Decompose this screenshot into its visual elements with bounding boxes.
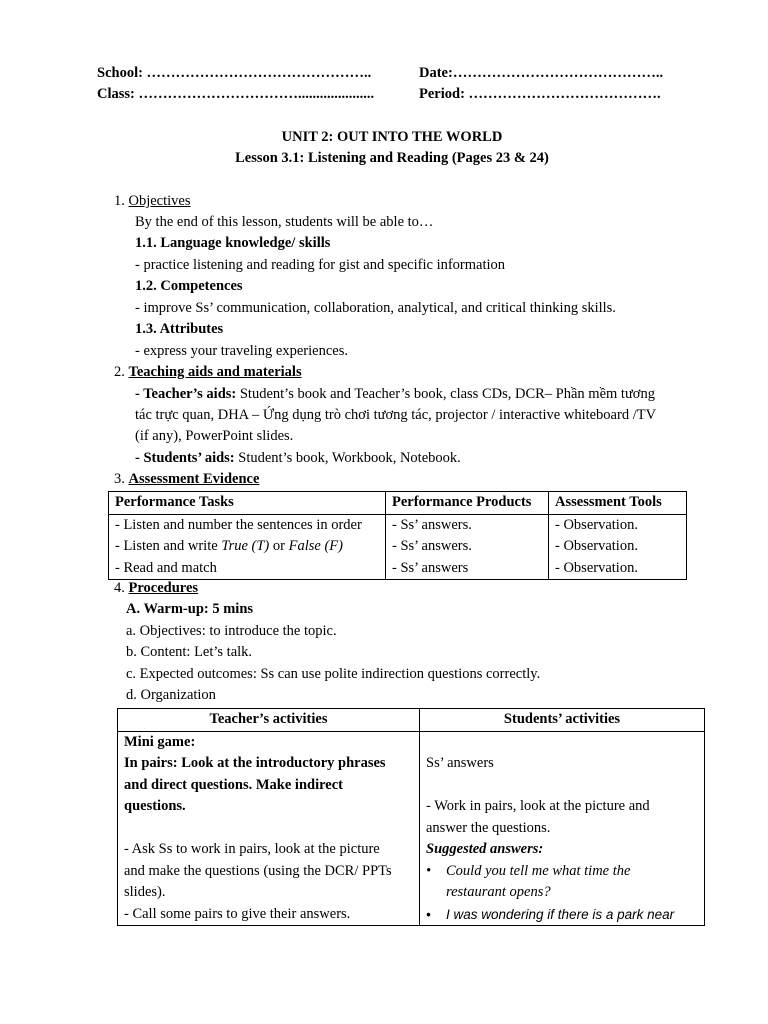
warmup-content: b. Content: Let’s talk. — [126, 644, 253, 660]
assessment-header-row — [109, 492, 687, 515]
tools-cell — [549, 514, 687, 580]
ss-answers-line: Ss’ answers — [426, 755, 494, 771]
school-label: School: — [97, 65, 143, 81]
task-item-pre: - Listen and write — [115, 538, 222, 554]
attributes-text: - express your traveling experiences. — [135, 343, 348, 359]
warmup-heading: A. Warm-up: 5 mins — [126, 601, 254, 617]
competences-heading: 1.2. Competences — [135, 278, 243, 294]
activities-table — [117, 708, 705, 926]
aids-number: 2. — [114, 364, 125, 380]
student-activities-header: Students’ activities — [420, 709, 705, 732]
tasks-cell — [109, 514, 386, 580]
activities-header-row — [118, 709, 705, 732]
period-dots: …………………………………. — [468, 86, 661, 102]
assessment-body-row — [109, 514, 687, 580]
period-label: Period: — [419, 86, 465, 102]
teacher-aids-label: - Teacher’s aids: — [135, 386, 237, 402]
class-dots: ……………………………..................... — [138, 86, 375, 102]
work-pairs-line-2: answer the questions. — [426, 819, 551, 836]
teacher-aids-line1 — [135, 384, 655, 405]
date-line — [419, 63, 663, 84]
assessment-table — [108, 491, 687, 580]
language-skills-text: - practice listening and reading for gist and specific information — [135, 257, 506, 273]
suggested-answers-label: Suggested answers: — [426, 841, 544, 857]
student-aids-line — [135, 448, 461, 469]
header-performance-products: Performance Products — [386, 492, 549, 515]
objectives-heading — [114, 191, 191, 212]
class-line — [97, 84, 374, 105]
date-label: Date: — [419, 65, 453, 81]
task-item-or: or — [269, 538, 289, 554]
date-dots: …………………………………….. — [452, 65, 664, 81]
school-dots: ……………………………………….. — [146, 65, 372, 81]
tool-item: - Observation. — [555, 516, 638, 533]
warmup-objectives: a. Objectives: to introduce the topic. — [126, 623, 337, 639]
procedures-number: 4. — [114, 580, 125, 596]
teacher-aids-line3: (if any), PowerPoint slides. — [135, 428, 294, 444]
header-assessment-tools: Assessment Tools — [549, 492, 687, 515]
teacher-aids-text1: Student’s book and Teacher’s book, class CDs, DCR– Phần mềm tương — [236, 386, 655, 402]
objectives-title: Objectives — [128, 193, 191, 209]
task-item: - Listen and number the sentences in order — [115, 516, 362, 533]
header-performance-tasks: Performance Tasks — [109, 492, 386, 515]
lesson-title: Lesson 3.1: Listening and Reading (Pages 23 & 24) — [235, 150, 549, 166]
task-item-false: False (F) — [288, 538, 343, 554]
procedures-title: Procedures — [128, 580, 199, 596]
tool-item: - Observation. — [555, 559, 638, 576]
teacher-aids-line2: tác trực quan, DHA – Ứng dụng trò chơi tương tác, projector / interactive whiteboard /TV — [135, 407, 657, 423]
teacher-activities-cell — [118, 731, 420, 926]
competences-text: - improve Ss’ communication, collaboration, analytical, and critical thinking skills. — [135, 300, 616, 316]
spacer-line — [426, 775, 698, 797]
mini-game-title: Mini game: — [124, 733, 196, 750]
task-item — [115, 536, 379, 558]
student-aids-text: Student’s book, Workbook, Notebook. — [234, 450, 461, 466]
tool-item: - Observation. — [555, 538, 638, 554]
objectives-intro: By the end of this lesson, students will be able to… — [135, 214, 434, 230]
objectives-number: 1. — [114, 193, 125, 209]
assessment-title: Assessment Evidence — [128, 471, 260, 487]
work-pairs-line-1: - Work in pairs, look at the picture and — [426, 798, 650, 814]
ask-ss-line-2: and make the questions (using the DCR/ PPTs — [124, 862, 392, 879]
class-label: Class: — [97, 86, 135, 102]
task-item: - Read and match — [115, 559, 217, 576]
procedures-heading — [114, 578, 198, 599]
spacer-line — [426, 732, 698, 754]
product-item: - Ss’ answers. — [392, 538, 472, 554]
ask-ss-line-3: slides). — [124, 884, 166, 900]
suggested-answer-2 — [426, 904, 698, 926]
suggested-answer-1-cont: restaurant opens? — [446, 884, 551, 900]
student-aids-label: - Students’ aids: — [135, 450, 235, 466]
language-skills-heading: 1.1. Language knowledge/ skills — [135, 235, 331, 251]
teacher-activities-header: Teacher’s activities — [118, 709, 420, 732]
period-line — [419, 84, 661, 105]
pairs-instruction-1: In pairs: Look at the introductory phrases — [124, 755, 386, 771]
ask-ss-line-1: - Ask Ss to work in pairs, look at the picture — [124, 841, 380, 857]
product-item: - Ss’ answers. — [392, 516, 472, 533]
warmup-organization: d. Organization — [126, 687, 216, 703]
call-pairs-line: - Call some pairs to give their answers. — [124, 905, 351, 922]
suggested-answer-1-text: Could you tell me what time the — [446, 862, 631, 879]
product-item: - Ss’ answers — [392, 559, 469, 576]
bullet-icon: • — [426, 862, 432, 879]
assessment-heading — [114, 469, 259, 490]
products-cell — [386, 514, 549, 580]
spacer-line — [124, 818, 413, 840]
aids-title: Teaching aids and materials — [128, 364, 302, 380]
assessment-number: 3. — [114, 471, 125, 487]
school-line — [97, 63, 371, 84]
activities-body-row — [118, 731, 705, 926]
suggested-answer-2-text: I was wondering if there is a park near — [446, 906, 675, 922]
pairs-instruction-2: and direct questions. Make indirect — [124, 776, 343, 793]
suggested-answer-1 — [426, 861, 698, 883]
attributes-heading: 1.3. Attributes — [135, 321, 224, 337]
student-activities-cell — [420, 731, 705, 926]
bullet-icon: • — [426, 906, 431, 922]
pairs-instruction-3: questions. — [124, 798, 186, 814]
unit-title: UNIT 2: OUT INTO THE WORLD — [281, 129, 503, 145]
aids-heading — [114, 362, 302, 383]
warmup-outcomes: c. Expected outcomes: Ss can use polite indirection questions correctly. — [126, 666, 541, 682]
task-item-true: True (T) — [221, 538, 270, 554]
